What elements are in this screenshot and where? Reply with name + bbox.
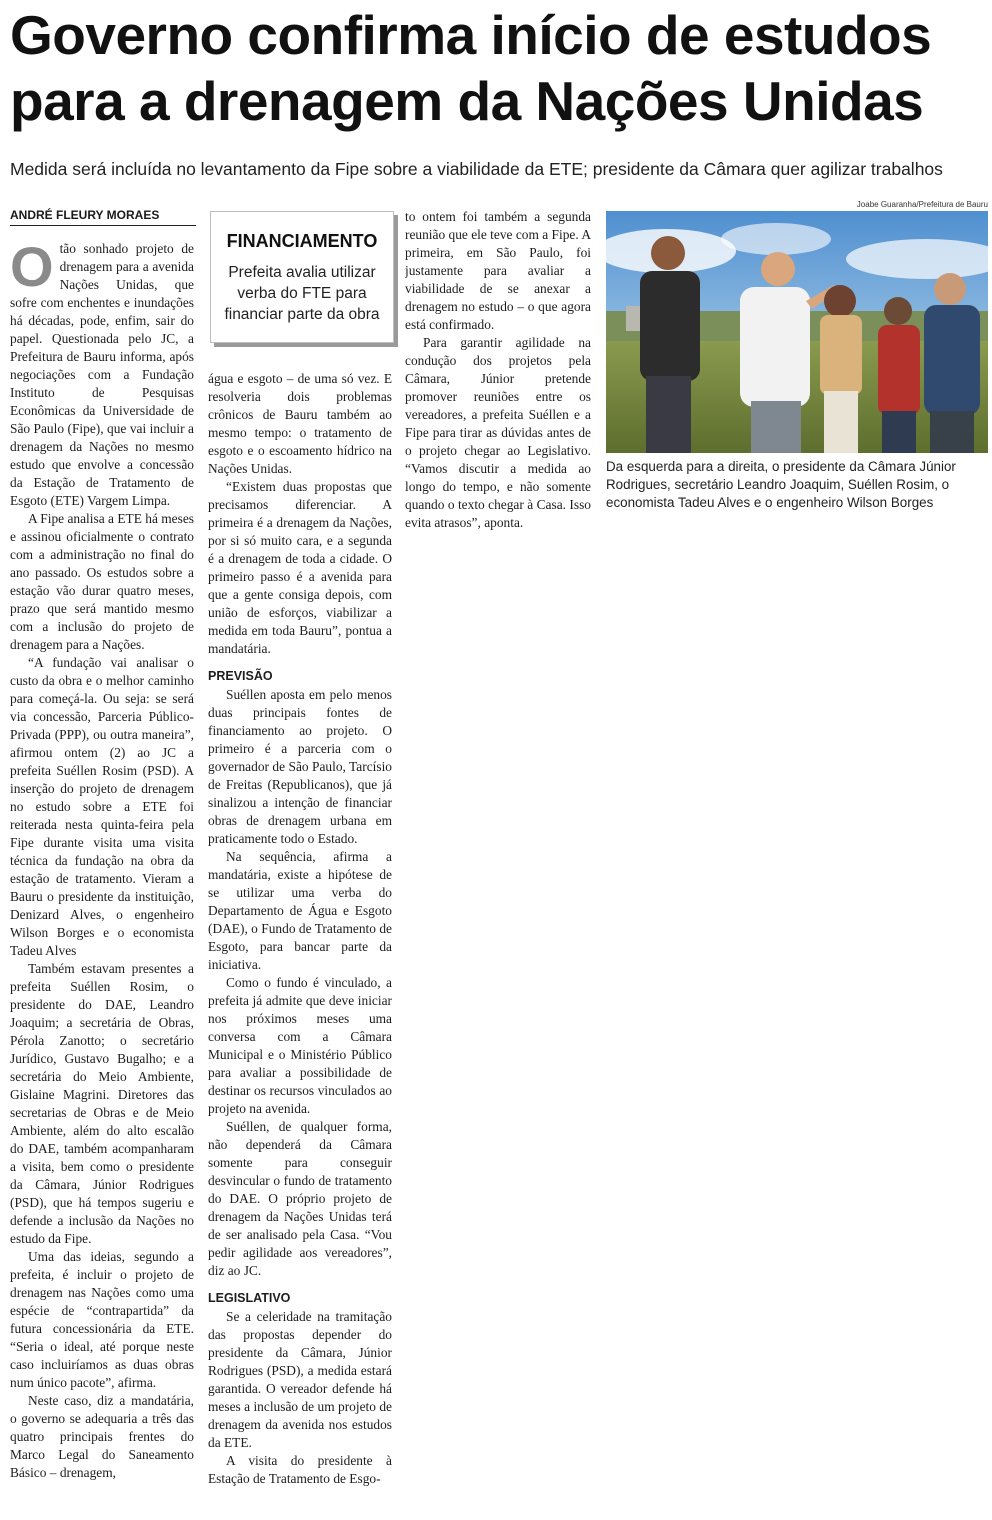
paragraph: “A fundação vai analisar o custo da obra e o melhor caminho para começá-la. Ou seja: se será via concessão, Parceria Público-Privada (PPP), ou outra maneira”, afirmou ontem (2) ao JC a prefeita Suéllen Rosim (PSD). A inserção do projeto de drenagem no estudo sobre a ETE foi reiterada nesta quinta-feira pela Fipe durante visita uma visita técnica da fundação na obra da estação de tratamento. Vieram a Bauru o presidente da instituição, Denizard Alves, o engenheiro Wilson Borges e o economista Tadeu Alves — [10, 655, 194, 958]
article-photo — [606, 211, 988, 453]
paragraph: Suéllen aposta em pelo menos duas principais fontes de financiamento ao projeto. O primeiro é a parceria com o governador de São Paulo, Tarcísio de Freitas (Republicanos), que já sinalizou a intenção de financiar obras de drenagem urbana em praticamente todo o Estado. — [208, 687, 392, 846]
headline: Governo confirma início de estudos para a drenagem da Nações Unidas — [10, 4, 932, 132]
article-column-1 — [10, 240, 194, 1520]
paragraph-text: tão sonhado projeto de drenagem para a avenida Nações Unidas, que sofre com enchentes e inundações há décadas, pode, enfim, sair do papel. Questionada pelo JC, a Prefeitura de Bauru informa, após negociações com a Fundação Instituto de Pesquisas Econômicas da Universidade de São Paulo (Fipe), que vai incluir a drenagem da Nações no mesmo estudo que envolve a concessão da Estação de Tratamento de Esgoto (ETE) Vargem Limpa. — [10, 241, 194, 508]
paragraph: to ontem foi também a segunda reunião que ele teve com a Fipe. A primeira, em São Paulo, foi justamente para avaliar a viabilidade de se anexar a drenagem no estudo – o que agora está confirmado. — [405, 209, 591, 332]
article-column-2 — [208, 370, 392, 1520]
paragraph: Também estavam presentes a prefeita Suéllen Rosim, o presidente do DAE, Leandro Joaquim; a secretária de Obras, Pérola Zanotto; o secretário Jurídico, Gustavo Bugalho; e a secretária do Meio Ambiente, Gislaine Magrini. Diretores das secretarias de Obras e de Meio Ambiente, além do alto escalão do DAE, também acompanharam a visita, bem como o presidente da Câmara, Júnior Rodrigues (PSD), que há tempos sugeriu e defende a inclusão da Nações no estudo da Fipe. — [10, 961, 194, 1246]
subheadline: Medida será incluída no levantamento da Fipe sobre a viabilidade da ETE; presidente da Câmara quer agilizar trabalhos — [10, 159, 943, 179]
article-column-3 — [405, 208, 591, 538]
paragraph: Se a celeridade na tramitação das propostas depender do presidente da Câmara, Júnior Rodrigues (PSD), a medida estará garantida. O vereador defende há meses a inclusão de um projeto de drenagem da avenida nos estudos da ETE. — [208, 1309, 392, 1450]
byline: ANDRÉ FLEURY MORAES — [10, 208, 196, 226]
section-heading-previsao: PREVISÃO — [208, 669, 273, 683]
paragraph: Neste caso, diz a mandatária, o governo se adequaria a três das quatro principais frentes do Marco Legal do Saneamento Básico – drenagem, — [10, 1393, 194, 1480]
paragraph: Para garantir agilidade na condução dos projetos pela Câmara, Júnior pretende promover reuniões entre os vereadores, a prefeita Suéllen e a Fipe para tirar as dúvidas antes de o projeto chegar ao Legislativo. “Vamos discutir a medida ao longo do tempo, e não somente quando o texto chegar à Casa. Isso evita atrasos”, aponta. — [405, 335, 591, 530]
paragraph: Na sequência, afirma a mandatária, existe a hipótese de se utilizar uma verba do Departamento de Água e Esgoto (DAE), o Fundo de Tratamento de Esgoto, para bancar parte da iniciativa. — [208, 849, 392, 972]
photo-caption: Da esquerda para a direita, o presidente da Câmara Júnior Rodrigues, secretário Leandro Joaquim, Suéllen Rosim, o economista Tadeu Alves e o engenheiro Wilson Borges — [606, 459, 956, 510]
paragraph — [10, 240, 194, 510]
boxout-text: Prefeita avalia utilizar verba do FTE para financiar parte da obra — [224, 264, 380, 323]
paragraph: Como o fundo é vinculado, a prefeita já admite que deve iniciar nos próximos meses uma conversa com a Câmara Municipal e o Ministério Público para avaliar a possibilidade de destinar os recursos vinculados ao projeto na avenida. — [208, 975, 392, 1116]
boxout-tag: FINANCIAMENTO — [226, 231, 378, 251]
paragraph: água e esgoto – de uma só vez. E resolveria dois problemas crônicos de Bauru também ao mesmo tempo: o tratamento de esgoto e o escoamento hídrico na Nações Unidas. — [208, 371, 392, 476]
group-photo-illustration — [606, 211, 988, 453]
paragraph: Suéllen, de qualquer forma, não dependerá da Câmara somente para conseguir desvincular o fundo de tratamento do DAE. O próprio projeto de drenagem da Nações Unidas terá de ser analisado pela Casa. “Vou pedir agilidade aos vereadores”, diz ao JC. — [208, 1119, 392, 1278]
drop-cap: O — [10, 240, 54, 298]
financing-boxout — [210, 211, 394, 343]
section-heading-legislativo: LEGISLATIVO — [208, 1291, 291, 1305]
paragraph: A visita do presidente à Estação de Tratamento de Esgo- — [208, 1453, 392, 1486]
paragraph: “Existem duas propostas que precisamos diferenciar. A primeira é a drenagem da Nações, por si só muito cara, e a segunda é a drenagem de toda a cidade. O primeiro passo é a avenida para que a gente consiga depois, com união de esforços, viabilizar a medida em toda Bauru”, pontua a mandatária. — [208, 479, 392, 656]
paragraph: Uma das ideias, segundo a prefeita, é incluir o projeto de drenagem nas Nações como uma espécie de “contrapartida” da futura concessionária da ETE. “Seria o ideal, até porque neste caso incluiríamos as duas obras num único pacote”, afirma. — [10, 1249, 194, 1390]
paragraph: A Fipe analisa a ETE há meses e assinou oficialmente o contrato com a administração no final do ano passado. Os estudos sobre a estação vão durar quatro meses, prazo que será mantido mesmo com a inclusão do projeto de drenagem para a Nações. — [10, 511, 194, 652]
photo-credit: Joabe Guaranha/Prefeitura de Bauru — [856, 200, 988, 209]
